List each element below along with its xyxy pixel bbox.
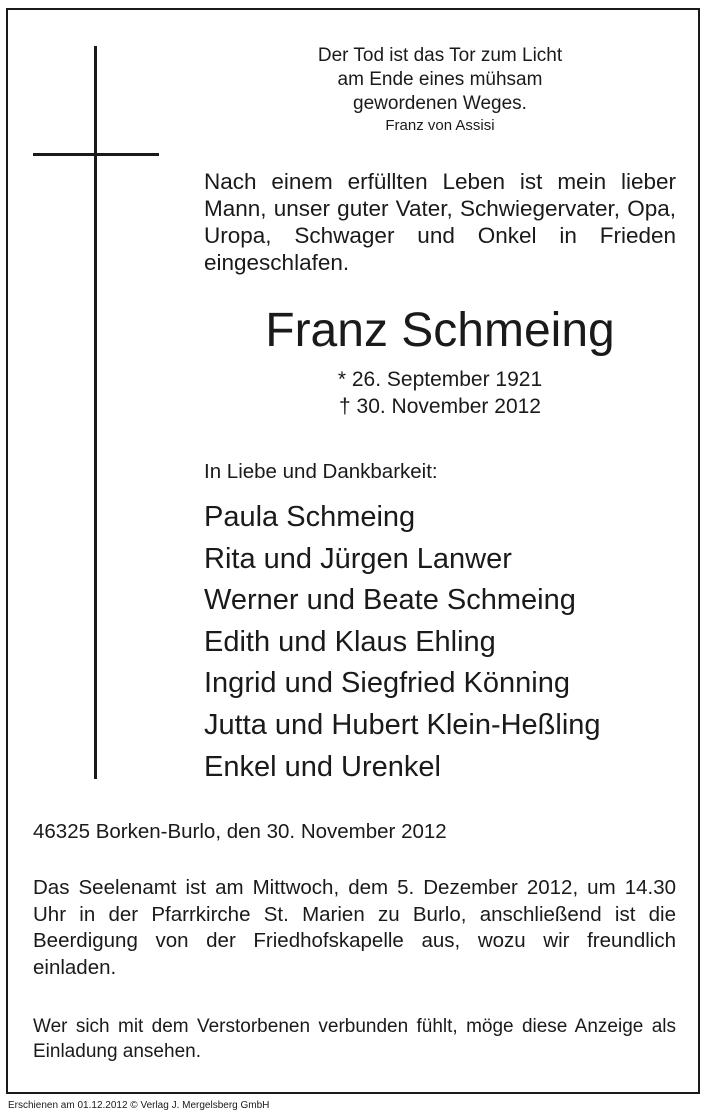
mourner-item: Enkel und Urenkel xyxy=(204,750,441,783)
motto-author: Franz von Assisi xyxy=(385,117,495,134)
intro-text: Nach einem erfüllten Leben ist mein lieber Mann, unser guter Vater, Schwiegervater, Opa, Uropa, Schwager und Onkel in Frieden eingeschlafen. xyxy=(204,169,676,275)
motto-line-3: gewordenen Weges. xyxy=(353,93,527,114)
motto-line-2: am Ende eines mühsam xyxy=(337,69,543,90)
deceased-name: Franz Schmeing xyxy=(265,304,615,357)
mourners-list xyxy=(204,497,601,788)
death-date: † 30. November 2012 xyxy=(339,395,541,418)
mourner-item: Jutta und Hubert Klein-Heßling xyxy=(204,708,601,741)
life-dates xyxy=(240,366,640,420)
mourner-item: Rita und Jürgen Lanwer xyxy=(204,542,512,575)
cross-horizontal-bar xyxy=(33,153,159,156)
mourner-item: Werner und Beate Schmeing xyxy=(204,584,576,617)
motto-quote xyxy=(240,44,640,136)
motto-line-1: Der Tod ist das Tor zum Licht xyxy=(317,45,563,66)
place-date: 46325 Borken-Burlo, den 30. November 2012 xyxy=(33,820,447,843)
invitation-text: Wer sich mit dem Verstorbenen verbunden fühlt, möge diese Anzeige als Einladung ansehen. xyxy=(33,1016,676,1062)
publication-footer: Erschienen am 01.12.2012 © Verlag J. Mergelsberg GmbH xyxy=(8,1100,270,1111)
mourner-item: Paula Schmeing xyxy=(204,501,416,533)
birth-date: * 26. September 1921 xyxy=(337,368,543,391)
mourner-item: Edith und Klaus Ehling xyxy=(204,625,496,658)
service-text: Das Seelenamt ist am Mittwoch, dem 5. Dezember 2012, um 14.30 Uhr in der Pfarrkirche St. Marien zu Burlo, anschließend ist die Beerdigung von der Friedhofskapelle aus, wozu wir freundlich einladen. xyxy=(33,876,676,979)
mourner-item: Ingrid und Siegfried Könning xyxy=(204,667,570,700)
thanks-line: In Liebe und Dankbarkeit: xyxy=(204,460,438,483)
